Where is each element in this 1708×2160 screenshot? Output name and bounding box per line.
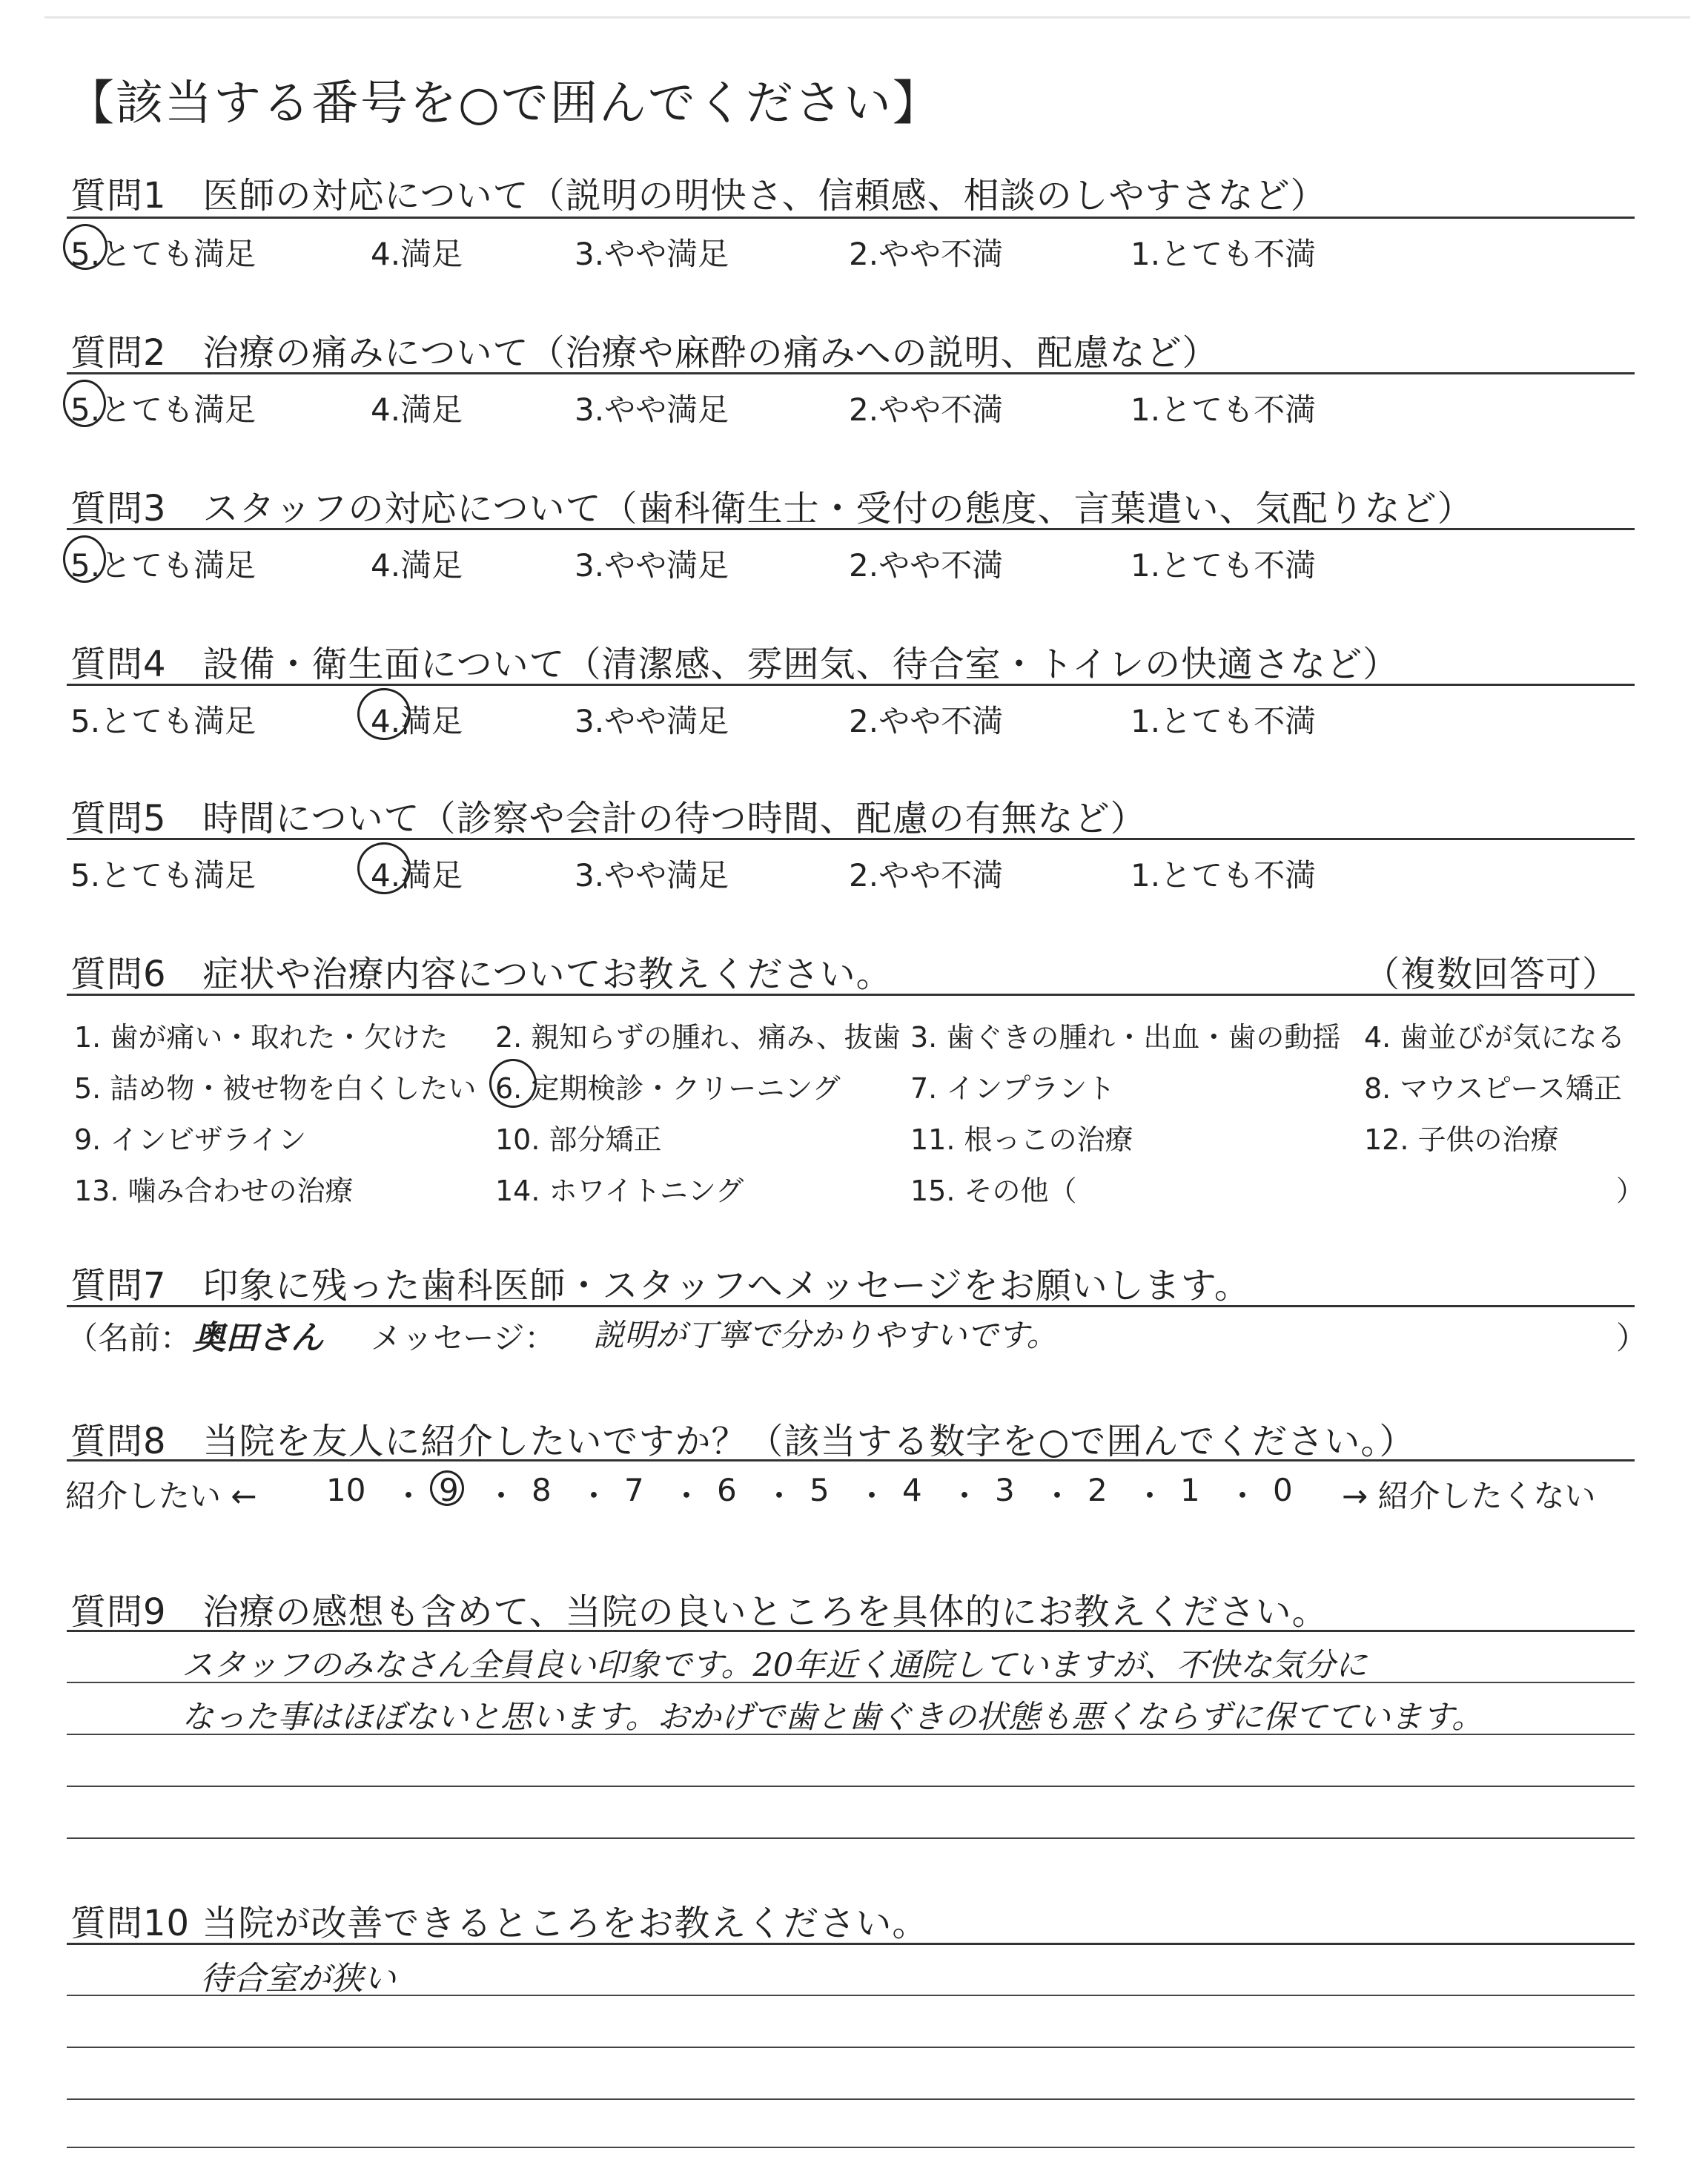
q6-label: 質問6 症状や治療内容についてお教えください。 — [70, 954, 893, 995]
q8-scale-1[interactable]: 1 — [1180, 1472, 1200, 1508]
q7-label: 質問7 印象に残った歯科医師・スタッフへメッセージをお願いします。 — [70, 1265, 1251, 1307]
q8-rule — [67, 1459, 1635, 1462]
q2-rule — [67, 372, 1635, 374]
q4-option-2[interactable]: 2.やや不満 — [849, 703, 1004, 739]
q8-scale-4[interactable]: 4 — [902, 1472, 922, 1508]
q9-answer-line — [67, 1837, 1635, 1839]
q6-multiple-note: （複数回答可） — [1364, 954, 1619, 995]
q6-option-15[interactable]: 15. その他（ — [910, 1175, 1077, 1207]
q4-option-5[interactable]: 5.とても満足 — [70, 703, 256, 739]
q8-scale-sep: ・ — [1227, 1478, 1259, 1514]
top-border — [44, 16, 1690, 19]
q8-label: 質問8 当院を友人に紹介したいですか？（該当する数字を○で囲んでください。） — [70, 1421, 1416, 1462]
q8-scale-sep: ・ — [949, 1478, 981, 1514]
q7-close-paren: ） — [1616, 1320, 1648, 1356]
q1-rule — [67, 217, 1635, 219]
q8-answer-circle — [430, 1470, 464, 1506]
q5-label: 質問5 時間について（診察や会計の待つ時間、配慮の有無など） — [70, 798, 1147, 839]
q1-answer-circle — [63, 224, 107, 270]
q8-scale-sep: ・ — [578, 1478, 610, 1514]
q7-rule — [67, 1305, 1635, 1307]
q5-option-5[interactable]: 5.とても満足 — [70, 857, 256, 894]
q2-option-5[interactable]: 5.とても満足 — [70, 392, 256, 428]
q9-label: 質問9 治療の感想も含めて、当院の良いところを具体的にお教えください。 — [70, 1591, 1328, 1633]
q6-option-1[interactable]: 1. 歯が痛い・取れた・欠けた — [74, 1021, 448, 1054]
q8-scale-sep: ・ — [856, 1478, 888, 1514]
q5-option-4[interactable]: 4.満足 — [371, 857, 463, 894]
q5-option-2[interactable]: 2.やや不満 — [849, 857, 1004, 894]
q8-left-label: 紹介したい ← — [65, 1478, 257, 1514]
q3-option-4[interactable]: 4.満足 — [371, 547, 463, 584]
q2-option-3[interactable]: 3.やや満足 — [575, 392, 729, 428]
q6-option-13[interactable]: 13. 噛み合わせの治療 — [74, 1175, 354, 1207]
q2-label: 質問2 治療の痛みについて（治療や麻酔の痛みへの説明、配慮など） — [70, 332, 1219, 374]
q8-scale-0[interactable]: 0 — [1273, 1472, 1293, 1508]
form-title: 【該当する番号を○で囲んでください】 — [67, 76, 941, 131]
q9-rule — [67, 1630, 1635, 1632]
q3-option-2[interactable]: 2.やや不満 — [849, 547, 1004, 584]
q4-rule — [67, 684, 1635, 686]
q8-scale-sep: ・ — [1134, 1478, 1166, 1514]
q3-option-1[interactable]: 1.とても不満 — [1131, 547, 1317, 584]
q8-scale-sep: ・ — [1042, 1478, 1073, 1514]
q7-message-value[interactable]: 説明が丁寧で分かりやすいです。 — [593, 1317, 1058, 1353]
q10-answer-line — [67, 2098, 1635, 2100]
q10-rule — [67, 1943, 1635, 1945]
q9-answer-text-2[interactable]: なった事はほぼないと思います。おかげで歯と歯ぐきの状態も悪くならずに保てています。 — [182, 1699, 1484, 1736]
q2-option-1[interactable]: 1.とても不満 — [1131, 392, 1317, 428]
q4-label: 質問4 設備・衛生面について（清潔感、雰囲気、待合室・トイレの快適さなど） — [70, 644, 1400, 685]
q3-option-3[interactable]: 3.やや満足 — [575, 547, 729, 584]
q7-name-value[interactable]: 奥田さん — [193, 1319, 323, 1357]
q6-option-11[interactable]: 11. 根っこの治療 — [910, 1123, 1133, 1156]
q6-option-15-close: ） — [1616, 1175, 1645, 1207]
q10-answer-text[interactable]: 待合室が狭い — [200, 1960, 396, 1998]
q8-scale-9[interactable]: 9 — [439, 1472, 459, 1508]
q7-name-label: （名前： — [67, 1320, 192, 1356]
q9-answer-line — [67, 1786, 1635, 1787]
q10-answer-line — [67, 2047, 1635, 2048]
q1-label: 質問1 医師の対応について（説明の明快さ、信頼感、相談のしやすさなど） — [70, 175, 1327, 217]
q8-scale-sep: ・ — [486, 1478, 517, 1514]
q4-option-4[interactable]: 4.満足 — [371, 703, 463, 739]
q5-option-1[interactable]: 1.とても不満 — [1131, 857, 1317, 894]
q6-option-8[interactable]: 8. マウスピース矯正 — [1364, 1072, 1622, 1105]
q8-right-label: → 紹介したくない — [1342, 1478, 1596, 1514]
q8-scale-3[interactable]: 3 — [995, 1472, 1015, 1508]
q3-label: 質問3 スタッフの対応について（歯科衛生士・受付の態度、言葉遣い、気配りなど） — [70, 488, 1474, 529]
q4-answer-circle — [357, 688, 411, 740]
q3-option-5[interactable]: 5.とても満足 — [70, 547, 256, 584]
q6-answer-circle — [489, 1059, 537, 1108]
q6-option-10[interactable]: 10. 部分矯正 — [495, 1123, 662, 1156]
q8-scale-7[interactable]: 7 — [624, 1472, 644, 1508]
q6-option-4[interactable]: 4. 歯並びが気になる — [1364, 1021, 1626, 1054]
q8-scale-sep: ・ — [393, 1478, 425, 1514]
q3-answer-circle — [63, 535, 106, 583]
q4-option-3[interactable]: 3.やや満足 — [575, 703, 729, 739]
q6-option-7[interactable]: 7. インプラント — [910, 1072, 1116, 1105]
q8-scale-2[interactable]: 2 — [1088, 1472, 1108, 1508]
q6-option-2[interactable]: 2. 親知らずの腫れ、痛み、抜歯 — [495, 1021, 901, 1054]
q8-scale-5[interactable]: 5 — [810, 1472, 830, 1508]
q6-option-12[interactable]: 12. 子供の治療 — [1364, 1123, 1559, 1156]
q5-rule — [67, 838, 1635, 840]
q8-scale-8[interactable]: 8 — [532, 1472, 552, 1508]
q4-option-1[interactable]: 1.とても不満 — [1131, 703, 1317, 739]
q10-answer-line — [67, 2147, 1635, 2148]
q6-option-9[interactable]: 9. インビザライン — [74, 1123, 307, 1156]
q6-rule — [67, 994, 1635, 996]
q10-label: 質問10 当院が改善できるところをお教えください。 — [70, 1903, 929, 1944]
q5-answer-circle — [357, 842, 411, 894]
q9-answer-text-1[interactable]: スタッフのみなさん全員良い印象です。20年近く通院していますが、不快な気分に — [182, 1647, 1368, 1684]
q6-option-14[interactable]: 14. ホワイトニング — [495, 1175, 744, 1207]
q8-scale-sep: ・ — [764, 1478, 795, 1514]
q1-option-3[interactable]: 3.やや満足 — [575, 236, 729, 272]
q7-message-label: メッセージ： — [371, 1320, 556, 1356]
q6-option-3[interactable]: 3. 歯ぐきの腫れ・出血・歯の動揺 — [910, 1021, 1341, 1054]
q8-scale-sep: ・ — [671, 1478, 703, 1514]
q5-option-3[interactable]: 3.やや満足 — [575, 857, 729, 894]
q8-scale-10[interactable]: 10 — [326, 1472, 366, 1508]
q1-option-1[interactable]: 1.とても不満 — [1131, 236, 1317, 272]
q6-option-6[interactable]: 6. 定期検診・クリーニング — [495, 1072, 841, 1105]
q2-answer-circle — [63, 380, 106, 427]
q8-scale-6[interactable]: 6 — [717, 1472, 737, 1508]
q2-option-4[interactable]: 4.満足 — [371, 392, 463, 428]
q3-rule — [67, 528, 1635, 530]
q6-option-5[interactable]: 5. 詰め物・被せ物を白くしたい — [74, 1072, 477, 1105]
q1-option-5[interactable]: 5.とても満足 — [70, 236, 256, 272]
q2-option-2[interactable]: 2.やや不満 — [849, 392, 1004, 428]
q1-option-2[interactable]: 2.やや不満 — [849, 236, 1004, 272]
q1-option-4[interactable]: 4.満足 — [371, 236, 463, 272]
